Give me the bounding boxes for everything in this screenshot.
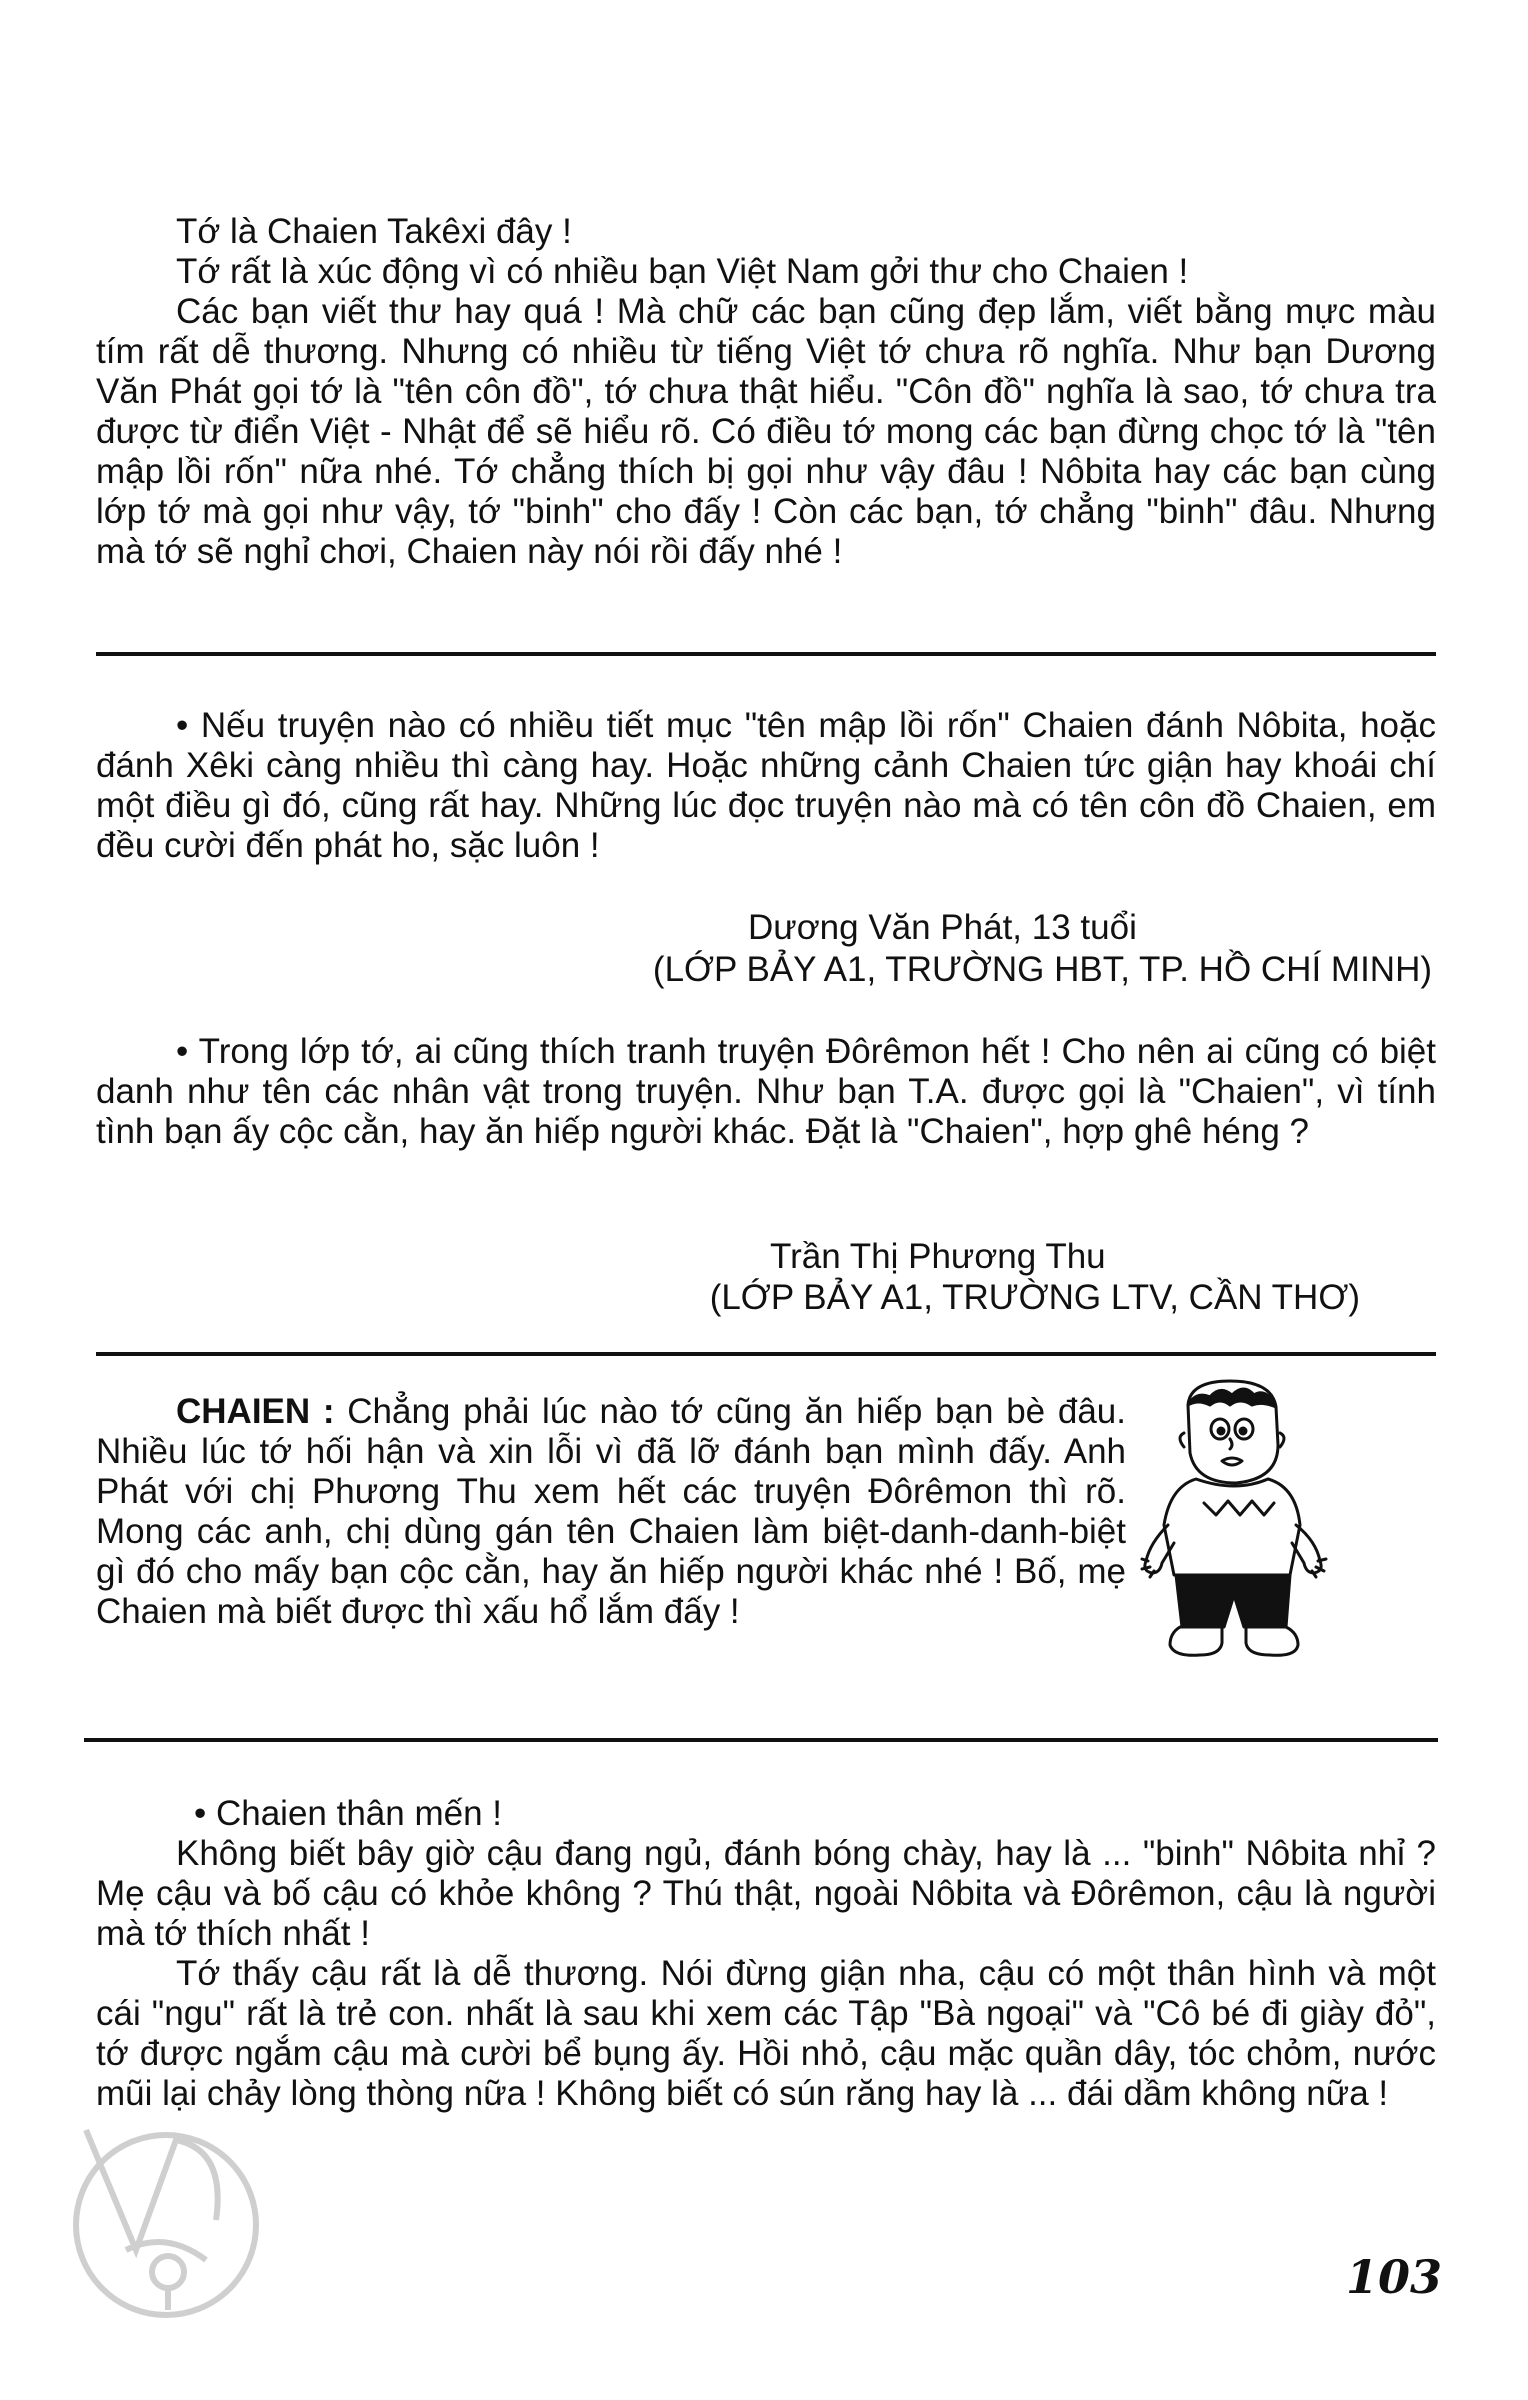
chaien-reply-text: Chẳng phải lúc nào tớ cũng ăn hiếp bạn bè đâu. Nhiều lúc tớ hối hận và xin lỗi vì đã lỡ đánh bạn mình đấy. Anh Phát với chị Phương Thu xem hết các truyện Đôrêmon thì rõ. Mong các anh, chị dùng gán tên Chaien làm biệt-danh-danh-biệt gì đó cho mấy bạn cộc cằn, hay ăn hiếp người khác nhé ! Bố, mẹ Chaien mà biết được thì xấu hổ lắm đấy ! [96,1392,1126,1631]
chaien-speaker: CHAIEN : [176,1392,335,1431]
letter-2-school: (LỚP BẢY A1, TRƯỜNG LTV, CẦN THƠ) [709,1278,1360,1317]
intro-section [96,212,1436,572]
intro-body: Các bạn viết thư hay quá ! Mà chữ các bạn cũng đẹp lắm, viết bằng mực màu tím rất dễ thương. Nhưng có nhiều từ tiếng Việt tớ chưa rõ nghĩa. Như bạn Dương Văn Phát gọi tớ là "tên côn đồ", tớ chưa thật hiểu. "Côn đồ" nghĩa là sao, tớ chưa tra được từ điển Việt - Nhật để sẽ hiểu rõ. Có điều tớ mong các bạn đừng chọc tớ là "tên mập lồi rốn" nữa nhé. Tớ chẳng thích bị gọi như vậy đâu ! Nôbita hay các bạn cùng lớp tớ mà gọi như vậy, tớ "binh" cho đấy ! Còn các bạn, tớ chẳng "binh" đâu. Nhưng mà tớ sẽ nghỉ chơi, Chaien này nói rồi đấy nhé ! [96,292,1436,571]
letter-2-text: • Trong lớp tớ, ai cũng thích tranh truyện Đôrêmon hết ! Cho nên ai cũng có biệt danh như tên các nhân vật trong truyện. Như bạn T.A. được gọi là "Chaien", vì tính tình bạn ấy cộc cằn, hay ăn hiếp người khác. Đặt là "Chaien", hợp ghê héng ? [96,1032,1436,1151]
divider-1 [96,652,1436,656]
letter-1-author: Dương Văn Phát, 13 tuổi [748,908,1137,947]
divider-3 [84,1738,1438,1742]
letter-3 [96,1794,1436,2114]
letter-1 [96,706,1436,866]
intro-thanks: Tớ rất là xúc động vì có nhiều bạn Việt Nam gởi thư cho Chaien ! [176,252,1189,291]
letter-1-school: (LỚP BẢY A1, TRƯỜNG HBT, TP. HỒ CHÍ MINH) [652,950,1432,989]
intro-greeting: Tớ là Chaien Takêxi đây ! [176,212,572,251]
letter-3-greeting: • Chaien thân mến ! [194,1794,502,1833]
chaien-reply [96,1392,1126,1632]
letter-2 [96,1032,1436,1152]
letter-1-text: • Nếu truyện nào có nhiều tiết mục "tên mập lồi rốn" Chaien đánh Nôbita, hoặc đánh Xêki càng nhiều thì càng hay. Hoặc những cảnh Chaien tức giận hay khoái chí một điều gì đó, cũng rất hay. Những lúc đọc truyện nào mà có tên côn đồ Chaien, em đều cười đến phát ho, sặc luôn ! [96,706,1436,865]
page-number: 103 [1345,2250,1442,2304]
chaien-character-icon [1140,1375,1330,1680]
letter-3-body-1: Không biết bây giờ cậu đang ngủ, đánh bóng chày, hay là ... "binh" Nôbita nhỉ ? Mẹ cậu và bố cậu có khỏe không ? Thú thật, ngoài Nôbita và Đôrêmon, cậu là người mà tớ thích nhất ! [96,1834,1436,1953]
letter-2-author: Trần Thị Phương Thu [770,1237,1106,1276]
divider-2 [96,1352,1436,1356]
doraemon-bell-logo-icon [66,2110,266,2335]
letter-3-body-2: Tớ thấy cậu rất là dễ thương. Nói đừng giận nha, cậu có một thân hình và một cái "ngu" rất là trẻ con. nhất là sau khi xem các Tập "Bà ngoại" và "Cô bé đi giày đỏ", tớ được ngắm cậu mà cười bể bụng ấy. Hồi nhỏ, cậu mặc quần dây, tóc chỏm, nước mũi lại chảy lòng thòng nữa ! Không biết có sún răng hay là ... đái dầm không nữa ! [96,1954,1436,2113]
